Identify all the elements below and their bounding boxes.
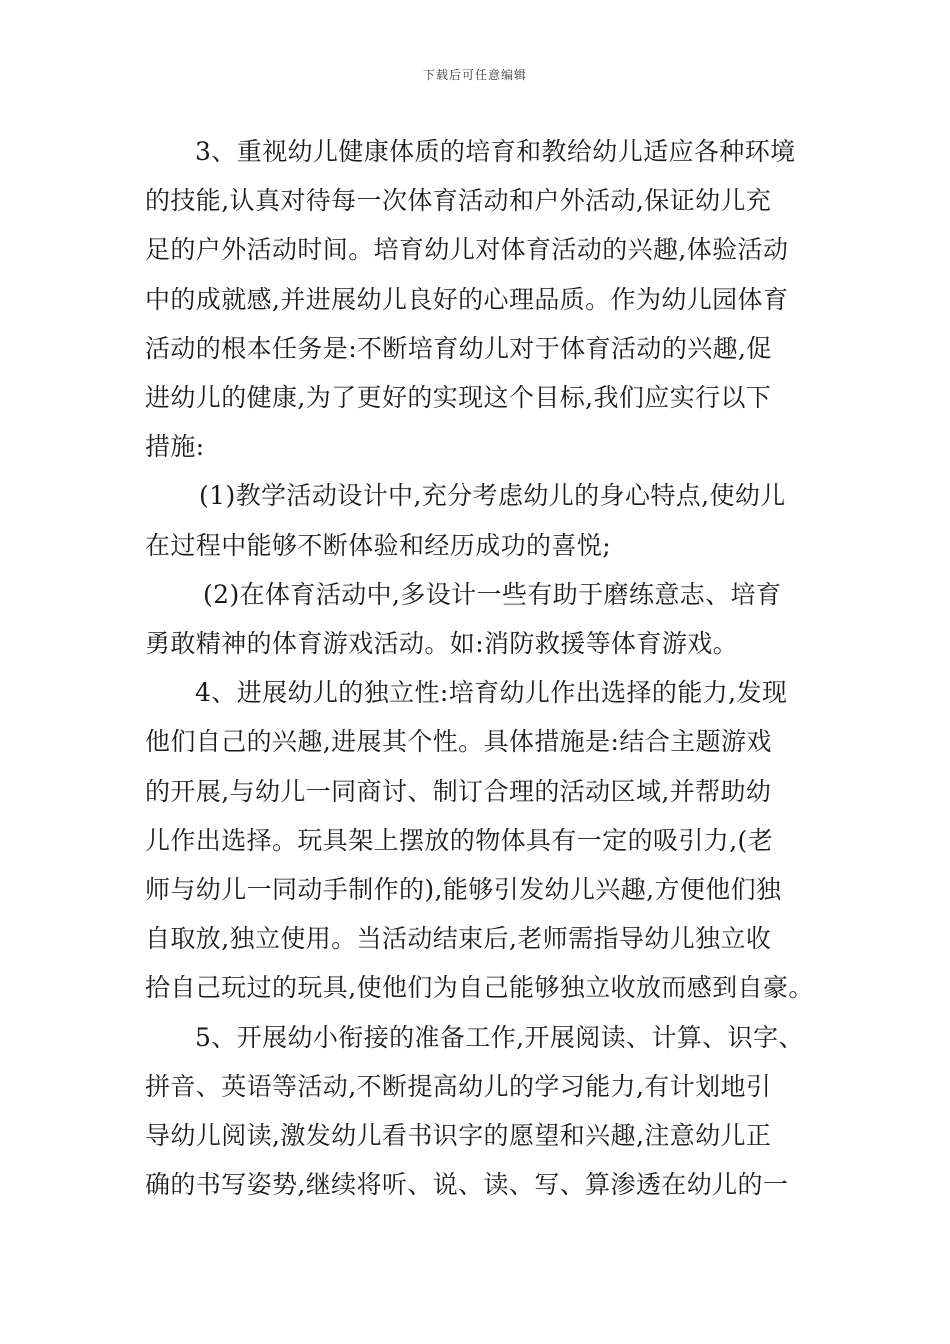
text-line: 拾自己玩过的玩具,使他们为自己能够独立收放而感到自豪。 <box>145 973 814 1003</box>
text-line: 3、重视幼儿健康体质的培育和教给幼儿适应各种环境 <box>195 137 796 166</box>
paragraph-3 <box>145 127 810 471</box>
text-line: 确的书写姿势,继续将听、说、读、写、算渗透在幼儿的一 <box>145 1170 789 1200</box>
page-header: 下载后可任意编辑 <box>422 68 527 82</box>
text-line: 在过程中能够不断体验和经历成功的喜悦; <box>145 530 612 560</box>
paragraph-measure-2 <box>145 570 810 668</box>
text-line: 勇敢精神的体育游戏活动。如:消防救援等体育游戏。 <box>145 629 739 659</box>
document-body <box>145 127 814 1209</box>
text-line: 5、开展幼小衔接的准备工作,开展阅读、计算、识字、 <box>195 1022 804 1052</box>
text-line: 措施: <box>145 432 205 462</box>
text-line: 儿作出选择。玩具架上摆放的物体具有一定的吸引力,(老 <box>145 825 774 855</box>
text-line: 活动的根本任务是:不断培育幼儿对于体育活动的兴趣,促 <box>145 333 772 363</box>
text-line: 拼音、英语等活动,不断提高幼儿的学习能力,有计划地引 <box>145 1071 772 1101</box>
paragraph-4 <box>145 668 814 1012</box>
text-line: 进幼儿的健康,为了更好的实现这个目标,我们应实行以下 <box>145 383 772 413</box>
text-line: (2)在体育活动中,多设计一些有助于磨练意志、培育 <box>203 579 782 609</box>
text-line: 的技能,认真对待每一次体育活动和户外活动,保证幼儿充 <box>145 186 772 216</box>
text-line: 中的成就感,并进展幼儿良好的心理品质。作为幼儿园体育 <box>145 284 789 314</box>
text-line: 导幼儿阅读,激发幼儿看书识字的愿望和兴趣,注意幼儿正 <box>145 1121 772 1151</box>
text-line: 4、进展幼儿的独立性:培育幼儿作出选择的能力,发现 <box>195 678 788 708</box>
text-line: 的开展,与幼儿一同商讨、制订合理的活动区域,并帮助幼 <box>145 776 772 806</box>
text-line: 自取放,独立使用。当活动结束后,老师需指导幼儿独立收 <box>145 924 772 954</box>
text-line: (1)教学活动设计中,充分考虑幼儿的身心特点,使幼儿 <box>199 481 786 511</box>
paragraph-5 <box>145 1013 810 1210</box>
text-line: 他们自己的兴趣,进展其个性。具体措施是:结合主题游戏 <box>145 727 772 757</box>
text-line: 师与幼儿一同动手制作的),能够引发幼儿兴趣,方便他们独 <box>145 875 782 905</box>
paragraph-measure-1 <box>145 471 810 569</box>
text-line: 足的户外活动时间。培育幼儿对体育活动的兴趣,体验活动 <box>145 235 789 265</box>
